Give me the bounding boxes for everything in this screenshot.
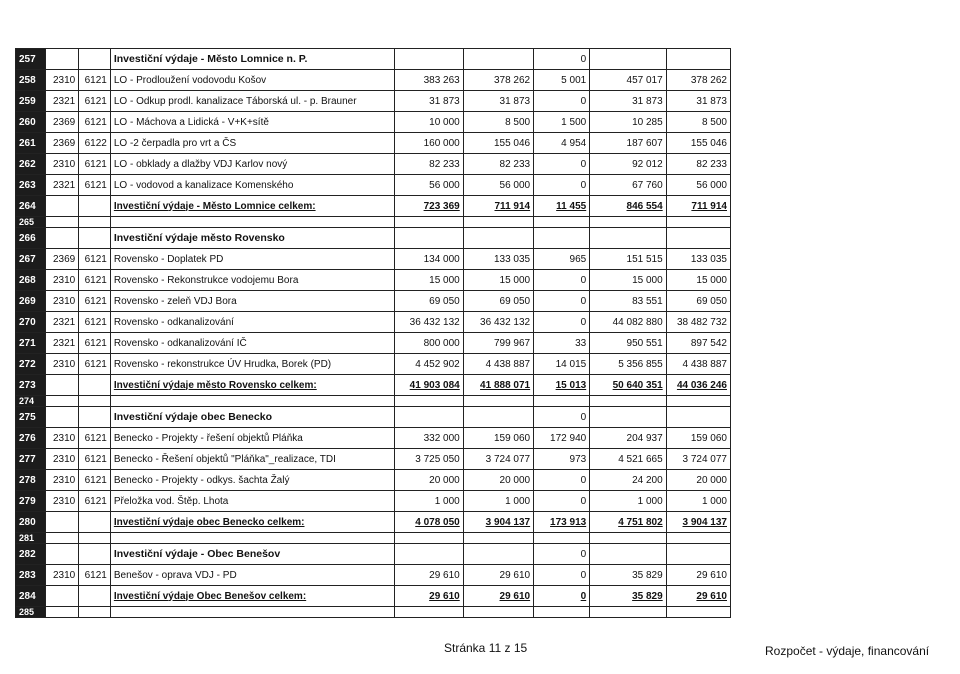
value-2-cell: 29 610: [463, 586, 533, 607]
description-cell: Investiční výdaje obec Benecko celkem:: [110, 512, 395, 533]
value-2-cell: [463, 607, 533, 618]
value-5-cell: 133 035: [666, 249, 730, 270]
description-cell: Benecko - Řešení objektů "Pláňka"_realizace, TDI: [110, 449, 395, 470]
item-code-cell: [79, 607, 111, 618]
row-number-cell: 276: [16, 428, 46, 449]
value-2-cell: [463, 396, 533, 407]
value-1-cell: 723 369: [395, 196, 463, 217]
row-number-cell: 260: [16, 112, 46, 133]
document-title: Rozpočet - výdaje, financování: [765, 644, 930, 658]
value-4-cell: 5 356 855: [590, 354, 666, 375]
value-5-cell: 3 904 137: [666, 512, 730, 533]
value-2-cell: 41 888 071: [463, 375, 533, 396]
row-number-cell: 259: [16, 91, 46, 112]
value-2-cell: 799 967: [463, 333, 533, 354]
item-code-cell: 6121: [79, 354, 111, 375]
description-cell: Rovensko - odkanalizování IČ: [110, 333, 395, 354]
description-cell: Investiční výdaje - Obec Benešov: [110, 544, 395, 565]
description-cell: Investiční výdaje - Město Lomnice celkem:: [110, 196, 395, 217]
paragraph-code-cell: 2310: [45, 470, 79, 491]
blank-row: [16, 217, 731, 228]
total-row: [16, 512, 731, 533]
value-2-cell: 711 914: [463, 196, 533, 217]
paragraph-code-cell: [45, 586, 79, 607]
paragraph-code-cell: 2310: [45, 154, 79, 175]
value-4-cell: [590, 396, 666, 407]
value-3-cell: 0: [534, 565, 590, 586]
description-cell: Investiční výdaje obec Benecko: [110, 407, 395, 428]
value-1-cell: 134 000: [395, 249, 463, 270]
value-5-cell: 82 233: [666, 154, 730, 175]
table-row: [16, 91, 731, 112]
blank-row: [16, 396, 731, 407]
row-number-cell: 261: [16, 133, 46, 154]
value-1-cell: 3 725 050: [395, 449, 463, 470]
row-number-cell: 278: [16, 470, 46, 491]
value-5-cell: 155 046: [666, 133, 730, 154]
item-code-cell: [79, 49, 111, 70]
value-1-cell: 4 452 902: [395, 354, 463, 375]
value-2-cell: [463, 228, 533, 249]
row-number-cell: 269: [16, 291, 46, 312]
table-row: [16, 175, 731, 196]
paragraph-code-cell: 2369: [45, 133, 79, 154]
paragraph-code-cell: 2310: [45, 428, 79, 449]
description-cell: LO - Máchova a Lidická - V+K+sítě: [110, 112, 395, 133]
value-3-cell: 0: [534, 407, 590, 428]
value-4-cell: [590, 544, 666, 565]
item-code-cell: 6121: [79, 175, 111, 196]
value-3-cell: [534, 396, 590, 407]
value-2-cell: 159 060: [463, 428, 533, 449]
table-row: [16, 70, 731, 91]
paragraph-code-cell: 2369: [45, 112, 79, 133]
value-2-cell: 29 610: [463, 565, 533, 586]
row-number-cell: 263: [16, 175, 46, 196]
value-5-cell: 56 000: [666, 175, 730, 196]
section-header-row: [16, 228, 731, 249]
value-5-cell: 711 914: [666, 196, 730, 217]
value-3-cell: 0: [534, 291, 590, 312]
value-3-cell: 0: [534, 270, 590, 291]
row-number-cell: 283: [16, 565, 46, 586]
value-4-cell: 4 751 802: [590, 512, 666, 533]
value-4-cell: 24 200: [590, 470, 666, 491]
description-cell: Benešov - oprava VDJ - PD: [110, 565, 395, 586]
description-cell: Rovensko - odkanalizování: [110, 312, 395, 333]
item-code-cell: 6121: [79, 565, 111, 586]
total-row: [16, 375, 731, 396]
value-3-cell: 14 015: [534, 354, 590, 375]
value-5-cell: 15 000: [666, 270, 730, 291]
paragraph-code-cell: [45, 533, 79, 544]
value-5-cell: [666, 607, 730, 618]
value-5-cell: [666, 544, 730, 565]
value-2-cell: 1 000: [463, 491, 533, 512]
description-cell: [110, 533, 395, 544]
item-code-cell: 6121: [79, 91, 111, 112]
value-3-cell: 5 001: [534, 70, 590, 91]
value-5-cell: 38 482 732: [666, 312, 730, 333]
value-4-cell: 92 012: [590, 154, 666, 175]
value-3-cell: [534, 533, 590, 544]
paragraph-code-cell: 2321: [45, 175, 79, 196]
value-2-cell: 133 035: [463, 249, 533, 270]
item-code-cell: [79, 396, 111, 407]
value-5-cell: 31 873: [666, 91, 730, 112]
paragraph-code-cell: 2310: [45, 565, 79, 586]
value-2-cell: [463, 407, 533, 428]
item-code-cell: 6121: [79, 470, 111, 491]
description-cell: Investiční výdaje Obec Benešov celkem:: [110, 586, 395, 607]
value-1-cell: 29 610: [395, 565, 463, 586]
value-4-cell: 151 515: [590, 249, 666, 270]
item-code-cell: [79, 196, 111, 217]
value-2-cell: [463, 533, 533, 544]
value-1-cell: 332 000: [395, 428, 463, 449]
description-cell: LO - obklady a dlažby VDJ Karlov nový: [110, 154, 395, 175]
value-1-cell: [395, 49, 463, 70]
description-cell: [110, 607, 395, 618]
description-cell: LO - Odkup prodl. kanalizace Táborská ul. - p. Brauner: [110, 91, 395, 112]
value-3-cell: 0: [534, 175, 590, 196]
value-3-cell: 1 500: [534, 112, 590, 133]
value-4-cell: 187 607: [590, 133, 666, 154]
table-row: [16, 133, 731, 154]
item-code-cell: [79, 533, 111, 544]
value-2-cell: 155 046: [463, 133, 533, 154]
value-1-cell: 41 903 084: [395, 375, 463, 396]
row-number-cell: 281: [16, 533, 46, 544]
total-row: [16, 586, 731, 607]
row-number-cell: 273: [16, 375, 46, 396]
budget-sheet: [15, 48, 915, 618]
description-cell: LO - vodovod a kanalizace Komenského: [110, 175, 395, 196]
paragraph-code-cell: 2321: [45, 312, 79, 333]
item-code-cell: 6121: [79, 70, 111, 91]
value-1-cell: 383 263: [395, 70, 463, 91]
value-3-cell: 4 954: [534, 133, 590, 154]
item-code-cell: 6122: [79, 133, 111, 154]
item-code-cell: 6121: [79, 312, 111, 333]
value-5-cell: [666, 49, 730, 70]
paragraph-code-cell: 2310: [45, 449, 79, 470]
paragraph-code-cell: 2310: [45, 354, 79, 375]
value-5-cell: 20 000: [666, 470, 730, 491]
row-number-cell: 277: [16, 449, 46, 470]
value-4-cell: 35 829: [590, 586, 666, 607]
item-code-cell: 6121: [79, 449, 111, 470]
value-5-cell: [666, 533, 730, 544]
table-row: [16, 449, 731, 470]
value-1-cell: 82 233: [395, 154, 463, 175]
paragraph-code-cell: [45, 375, 79, 396]
paragraph-code-cell: [45, 512, 79, 533]
paragraph-code-cell: 2321: [45, 333, 79, 354]
value-3-cell: 0: [534, 586, 590, 607]
value-4-cell: [590, 607, 666, 618]
value-4-cell: 846 554: [590, 196, 666, 217]
description-cell: LO - Prodloužení vodovodu Košov: [110, 70, 395, 91]
description-cell: Benecko - Projekty - řešení objektů Pláňka: [110, 428, 395, 449]
item-code-cell: [79, 217, 111, 228]
value-5-cell: [666, 228, 730, 249]
table-row: [16, 249, 731, 270]
value-4-cell: 83 551: [590, 291, 666, 312]
value-1-cell: [395, 533, 463, 544]
section-header-row: [16, 407, 731, 428]
table-row: [16, 354, 731, 375]
item-code-cell: [79, 586, 111, 607]
value-3-cell: 15 013: [534, 375, 590, 396]
value-4-cell: [590, 407, 666, 428]
value-2-cell: [463, 544, 533, 565]
table-row: [16, 565, 731, 586]
description-cell: [110, 217, 395, 228]
value-4-cell: 4 521 665: [590, 449, 666, 470]
item-code-cell: 6121: [79, 154, 111, 175]
value-4-cell: 15 000: [590, 270, 666, 291]
value-1-cell: [395, 407, 463, 428]
table-row: [16, 333, 731, 354]
row-number-cell: 270: [16, 312, 46, 333]
value-2-cell: 36 432 132: [463, 312, 533, 333]
row-number-cell: 264: [16, 196, 46, 217]
value-4-cell: 44 082 880: [590, 312, 666, 333]
row-number-cell: 268: [16, 270, 46, 291]
value-5-cell: 4 438 887: [666, 354, 730, 375]
description-cell: [110, 396, 395, 407]
value-5-cell: 8 500: [666, 112, 730, 133]
value-2-cell: 3 724 077: [463, 449, 533, 470]
value-5-cell: 3 724 077: [666, 449, 730, 470]
item-code-cell: 6121: [79, 270, 111, 291]
value-2-cell: 56 000: [463, 175, 533, 196]
value-2-cell: 69 050: [463, 291, 533, 312]
value-1-cell: 56 000: [395, 175, 463, 196]
value-3-cell: 0: [534, 49, 590, 70]
value-2-cell: 31 873: [463, 91, 533, 112]
budget-table: [15, 48, 731, 618]
value-2-cell: 8 500: [463, 112, 533, 133]
item-code-cell: 6121: [79, 428, 111, 449]
paragraph-code-cell: [45, 217, 79, 228]
item-code-cell: 6121: [79, 491, 111, 512]
value-1-cell: 160 000: [395, 133, 463, 154]
row-number-cell: 267: [16, 249, 46, 270]
value-1-cell: [395, 607, 463, 618]
paragraph-code-cell: [45, 544, 79, 565]
value-3-cell: 0: [534, 91, 590, 112]
total-row: [16, 196, 731, 217]
item-code-cell: 6121: [79, 249, 111, 270]
value-1-cell: 4 078 050: [395, 512, 463, 533]
table-row: [16, 270, 731, 291]
value-3-cell: [534, 228, 590, 249]
description-cell: Rovensko - zeleň VDJ Bora: [110, 291, 395, 312]
value-5-cell: [666, 217, 730, 228]
paragraph-code-cell: [45, 607, 79, 618]
value-5-cell: 378 262: [666, 70, 730, 91]
value-1-cell: 36 432 132: [395, 312, 463, 333]
row-number-cell: 280: [16, 512, 46, 533]
blank-row: [16, 533, 731, 544]
row-number-cell: 284: [16, 586, 46, 607]
description-cell: Rovensko - Doplatek PD: [110, 249, 395, 270]
paragraph-code-cell: 2369: [45, 249, 79, 270]
paragraph-code-cell: 2321: [45, 91, 79, 112]
table-row: [16, 491, 731, 512]
value-3-cell: 0: [534, 470, 590, 491]
item-code-cell: 6121: [79, 112, 111, 133]
value-1-cell: 15 000: [395, 270, 463, 291]
item-code-cell: [79, 228, 111, 249]
value-1-cell: [395, 228, 463, 249]
table-row: [16, 470, 731, 491]
paragraph-code-cell: [45, 196, 79, 217]
value-3-cell: 173 913: [534, 512, 590, 533]
description-cell: Investiční výdaje město Rovensko: [110, 228, 395, 249]
value-2-cell: 3 904 137: [463, 512, 533, 533]
value-5-cell: 29 610: [666, 586, 730, 607]
value-4-cell: 67 760: [590, 175, 666, 196]
value-4-cell: 204 937: [590, 428, 666, 449]
value-3-cell: 965: [534, 249, 590, 270]
table-row: [16, 112, 731, 133]
row-number-cell: 271: [16, 333, 46, 354]
value-3-cell: 0: [534, 491, 590, 512]
value-3-cell: 11 455: [534, 196, 590, 217]
value-3-cell: [534, 217, 590, 228]
value-1-cell: 1 000: [395, 491, 463, 512]
row-number-cell: 266: [16, 228, 46, 249]
value-4-cell: 950 551: [590, 333, 666, 354]
value-3-cell: 33: [534, 333, 590, 354]
row-number-cell: 275: [16, 407, 46, 428]
item-code-cell: [79, 512, 111, 533]
row-number-cell: 265: [16, 217, 46, 228]
description-cell: LO -2 čerpadla pro vrt a ČS: [110, 133, 395, 154]
value-1-cell: 69 050: [395, 291, 463, 312]
description-cell: Investiční výdaje - Město Lomnice n. P.: [110, 49, 395, 70]
description-cell: Přeložka vod. Štěp. Lhota: [110, 491, 395, 512]
description-cell: Rovensko - rekonstrukce ÚV Hrudka, Borek (PD): [110, 354, 395, 375]
row-number-cell: 257: [16, 49, 46, 70]
value-3-cell: 0: [534, 154, 590, 175]
paragraph-code-cell: 2310: [45, 270, 79, 291]
description-cell: Investiční výdaje město Rovensko celkem:: [110, 375, 395, 396]
blank-row: [16, 607, 731, 618]
description-cell: Rovensko - Rekonstrukce vodojemu Bora: [110, 270, 395, 291]
value-2-cell: 4 438 887: [463, 354, 533, 375]
value-5-cell: [666, 407, 730, 428]
value-5-cell: [666, 396, 730, 407]
row-number-cell: 258: [16, 70, 46, 91]
item-code-cell: 6121: [79, 291, 111, 312]
table-row: [16, 428, 731, 449]
value-3-cell: 973: [534, 449, 590, 470]
paragraph-code-cell: [45, 228, 79, 249]
value-3-cell: 0: [534, 544, 590, 565]
value-4-cell: 50 640 351: [590, 375, 666, 396]
value-2-cell: 15 000: [463, 270, 533, 291]
value-1-cell: 31 873: [395, 91, 463, 112]
row-number-cell: 262: [16, 154, 46, 175]
value-3-cell: 172 940: [534, 428, 590, 449]
value-4-cell: 457 017: [590, 70, 666, 91]
item-code-cell: [79, 375, 111, 396]
paragraph-code-cell: [45, 396, 79, 407]
value-4-cell: 1 000: [590, 491, 666, 512]
item-code-cell: 6121: [79, 333, 111, 354]
value-4-cell: 35 829: [590, 565, 666, 586]
value-1-cell: [395, 544, 463, 565]
value-4-cell: [590, 228, 666, 249]
value-1-cell: [395, 217, 463, 228]
value-4-cell: [590, 217, 666, 228]
value-2-cell: 378 262: [463, 70, 533, 91]
value-3-cell: 0: [534, 312, 590, 333]
paragraph-code-cell: 2310: [45, 291, 79, 312]
paragraph-code-cell: 2310: [45, 70, 79, 91]
value-2-cell: 20 000: [463, 470, 533, 491]
value-1-cell: 800 000: [395, 333, 463, 354]
value-4-cell: 10 285: [590, 112, 666, 133]
value-4-cell: [590, 49, 666, 70]
value-3-cell: [534, 607, 590, 618]
item-code-cell: [79, 544, 111, 565]
value-5-cell: 1 000: [666, 491, 730, 512]
value-5-cell: 69 050: [666, 291, 730, 312]
row-number-cell: 272: [16, 354, 46, 375]
value-2-cell: [463, 49, 533, 70]
value-4-cell: 31 873: [590, 91, 666, 112]
value-1-cell: 10 000: [395, 112, 463, 133]
row-number-cell: 285: [16, 607, 46, 618]
value-1-cell: 29 610: [395, 586, 463, 607]
value-2-cell: 82 233: [463, 154, 533, 175]
table-row: [16, 154, 731, 175]
description-cell: Benecko - Projekty - odkys. šachta Žalý: [110, 470, 395, 491]
table-row: [16, 291, 731, 312]
section-header-row: [16, 49, 731, 70]
row-number-cell: 279: [16, 491, 46, 512]
item-code-cell: [79, 407, 111, 428]
paragraph-code-cell: [45, 49, 79, 70]
row-number-cell: 282: [16, 544, 46, 565]
page-number: Stránka 11 z 15: [444, 641, 528, 655]
paragraph-code-cell: [45, 407, 79, 428]
value-5-cell: 44 036 246: [666, 375, 730, 396]
value-5-cell: 29 610: [666, 565, 730, 586]
value-4-cell: [590, 533, 666, 544]
value-1-cell: 20 000: [395, 470, 463, 491]
table-row: [16, 312, 731, 333]
value-5-cell: 159 060: [666, 428, 730, 449]
value-1-cell: [395, 396, 463, 407]
paragraph-code-cell: 2310: [45, 491, 79, 512]
value-2-cell: [463, 217, 533, 228]
row-number-cell: 274: [16, 396, 46, 407]
section-header-row: [16, 544, 731, 565]
value-5-cell: 897 542: [666, 333, 730, 354]
